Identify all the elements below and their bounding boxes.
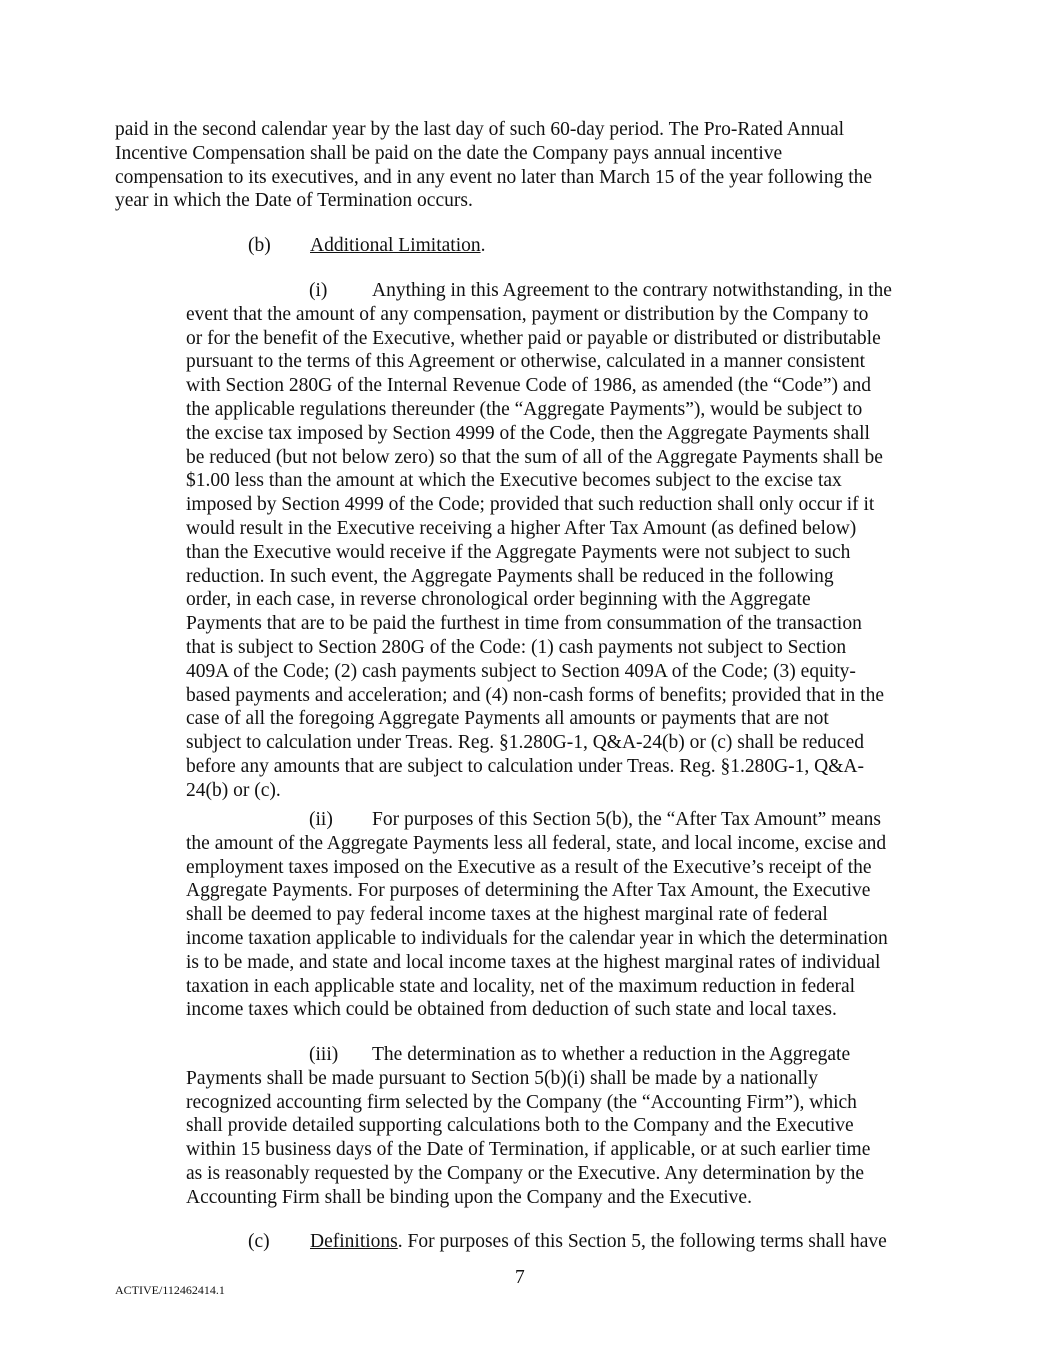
text-line: For purposes of this Section 5(b), the “After Tax Amount” means	[372, 809, 881, 830]
subsection-iii	[186, 1043, 870, 1210]
text-line: would result in the Executive receiving a higher After Tax Amount (as defined below)	[186, 517, 857, 539]
text-line: The determination as to whether a reduction in the Aggregate	[372, 1044, 851, 1065]
subsection-ii	[186, 808, 888, 1022]
text-line: the excise tax imposed by Section 4999 of the Code, then the Aggregate Payments shall	[186, 422, 870, 444]
text-line: subject to calculation under Treas. Reg. §1.280G-1, Q&A-24(b) or (c) shall be reduced	[186, 732, 864, 754]
document-id: ACTIVE/112462414.1	[115, 1283, 225, 1297]
text-line: Payments shall be made pursuant to Section 5(b)(i) shall be made by a nationally	[186, 1067, 818, 1089]
text-line: paid in the second calendar year by the last day of such 60-day period. The Pro-Rated Annual	[115, 119, 845, 140]
text-line: shall provide detailed supporting calculations both to the Company and the Executive	[186, 1115, 854, 1137]
subsection-ii-label: (ii)	[309, 809, 333, 830]
section-b-label: (b)	[248, 235, 271, 256]
text-line: as is reasonably requested by the Company or the Executive. Any determination by the	[186, 1162, 864, 1184]
text-line: Incentive Compensation shall be paid on the date the Company pays annual incentive	[115, 142, 783, 164]
text-line: is to be made, and state and local income taxes at the highest marginal rates of individual	[186, 951, 881, 973]
text-line: compensation to its executives, and in any event no later than March 15 of the year following the	[115, 166, 873, 188]
text-line: Accounting Firm shall be binding upon the Company and the Executive.	[186, 1186, 752, 1208]
text-line: the applicable regulations thereunder (the “Aggregate Payments”), would be subject to	[186, 398, 863, 420]
text-line: $1.00 less than the amount at which the Executive becomes subject to the excise tax	[186, 470, 842, 492]
text-line: order, in each case, in reverse chronological order beginning with the Aggregate	[186, 589, 811, 611]
text-line: the amount of the Aggregate Payments less all federal, state, and local income, excise and	[186, 832, 887, 854]
page-number: 7	[515, 1267, 525, 1288]
text-line: recognized accounting firm selected by the Company (the “Accounting Firm”), which	[186, 1091, 857, 1113]
text-line: that is subject to Section 280G of the Code: (1) cash payments not subject to Section	[186, 636, 847, 658]
subsection-iii-label: (iii)	[309, 1044, 339, 1065]
top-paragraph	[115, 118, 872, 213]
text-line: reduction. In such event, the Aggregate Payments shall be reduced in the following	[186, 565, 834, 587]
text-line: be reduced (but not below zero) so that the sum of all of the Aggregate Payments shall be	[186, 446, 883, 468]
text-line: income taxation applicable to individuals for the calendar year in which the determination	[186, 927, 888, 949]
text-line: event that the amount of any compensation, payment or distribution by the Company to	[186, 303, 869, 325]
text-line: within 15 business days of the Date of Termination, if applicable, or at such earlier time	[186, 1139, 871, 1161]
text-line: or for the benefit of the Executive, whether paid or payable or distributed or distributable	[186, 327, 881, 349]
text-line: Payments that are to be paid the furthest in time from consummation of the transaction	[186, 613, 862, 635]
text-line: than the Executive would receive if the Aggregate Payments were not subject to such	[186, 541, 851, 563]
section-b-title: Additional Limitation	[310, 235, 481, 256]
subsection-i-label: (i)	[309, 280, 328, 301]
text-line: with Section 280G of the Internal Revenue Code of 1986, as amended (the “Code”) and	[186, 375, 872, 397]
text-line: income taxes which could be obtained from deduction of such state and local taxes.	[186, 999, 837, 1021]
text-line: employment taxes imposed on the Executive as a result of the Executive’s receipt of the	[186, 856, 872, 878]
section-c-heading	[248, 1230, 887, 1254]
text-line: Anything in this Agreement to the contrary notwithstanding, in the	[372, 280, 892, 301]
text-line: shall be deemed to pay federal income taxes at the highest marginal rate of federal	[186, 904, 828, 926]
subsection-iii-first-line	[186, 1043, 870, 1067]
section-b-title-end: .	[480, 235, 486, 256]
text-line: Aggregate Payments. For purposes of determining the After Tax Amount, the Executive	[186, 880, 871, 902]
section-c-title: Definitions	[310, 1231, 398, 1252]
subsection-ii-first-line	[186, 808, 888, 832]
text-line: 409A of the Code; (2) cash payments subject to Section 409A of the Code; (3) equity-	[186, 660, 856, 682]
section-c-text: . For purposes of this Section 5, the following terms shall have	[397, 1231, 887, 1252]
text-line: imposed by Section 4999 of the Code; provided that such reduction shall only occur if it	[186, 494, 875, 516]
section-b-heading	[248, 234, 485, 258]
subsection-i	[186, 279, 892, 803]
text-line: case of all the foregoing Aggregate Payments all amounts or payments that are not	[186, 708, 829, 730]
text-line: year in which the Date of Termination occurs.	[115, 190, 473, 212]
subsection-i-first-line	[186, 279, 892, 303]
text-line: 24(b) or (c).	[186, 779, 281, 801]
text-line: before any amounts that are subject to calculation under Treas. Reg. §1.280G-1, Q&A-	[186, 755, 864, 777]
text-line: taxation in each applicable state and locality, net of the maximum reduction in federal	[186, 975, 856, 997]
text-line: based payments and acceleration; and (4) non-cash forms of benefits; provided that in the	[186, 684, 884, 706]
text-line: pursuant to the terms of this Agreement or otherwise, calculated in a manner consistent	[186, 351, 866, 373]
section-c-label: (c)	[248, 1231, 270, 1252]
